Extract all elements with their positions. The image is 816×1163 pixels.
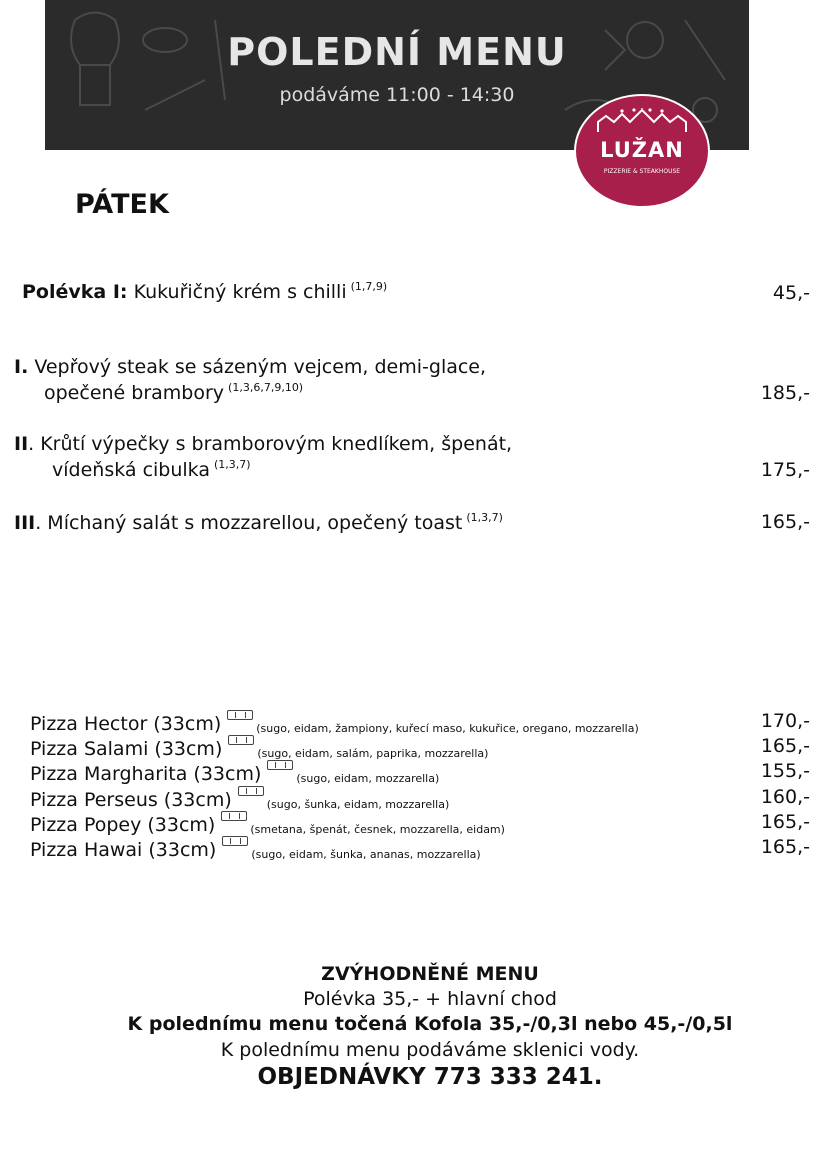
soup-price: 45,- <box>772 282 810 304</box>
soup-allergens: (1,7,9) <box>350 280 388 293</box>
water-note: K polednímu menu podáváme sklenici vody. <box>220 1039 640 1061</box>
serving-hours: podáváme 11:00 - 14:30 <box>279 84 515 106</box>
meal-1-allergens: (1,3,6,7,9,10) <box>228 381 304 394</box>
pizza-ingredients: (sugo, eidam, žampiony, kuřecí maso, kukuřice, oregano, mozzarella) <box>256 722 639 735</box>
meal-2-allergens: (1,3,7) <box>213 458 251 471</box>
logo-tagline: PIZZERIE & STEAKHOUSE <box>603 168 681 175</box>
pizza-name: Pizza Salami (33cm) <box>30 738 223 760</box>
pizza-row <box>30 710 639 735</box>
soup-label: Polévka I: <box>22 281 128 303</box>
castle-roof-icon <box>594 108 690 136</box>
meal-1-price: 185,- <box>760 382 810 404</box>
pizza-row <box>30 836 481 861</box>
meal-2-number: II <box>14 433 29 455</box>
pizza-price: 165,- <box>760 811 810 833</box>
allergen-box-icon <box>238 786 264 796</box>
meal-3-number: III <box>14 512 36 534</box>
pizza-price: 155,- <box>760 760 810 782</box>
special-menu-offer: Polévka 35,- + hlavní chod <box>303 988 557 1010</box>
pizza-price: 165,- <box>760 836 810 858</box>
orders-phone: OBJEDNÁVKY 773 333 241. <box>257 1064 603 1090</box>
allergen-box-icon <box>227 710 253 720</box>
pizza-ingredients: (smetana, špenát, česnek, mozzarella, eidam) <box>250 823 505 836</box>
restaurant-logo <box>576 96 708 206</box>
meal-1-line2 <box>44 381 303 404</box>
pizza-ingredients: (sugo, eidam, salám, paprika, mozzarella) <box>257 747 489 760</box>
meal-3-allergens: (1,3,7) <box>466 511 503 524</box>
pizza-row <box>30 786 449 811</box>
kofola-offer: K polednímu menu točená Kofola 35,-/0,3l nebo 45,-/0,5l <box>127 1013 733 1035</box>
soup-name: Kukuřičný krém s chilli <box>133 281 347 303</box>
meal-3-text: . Míchaný salát s mozzarellou, opečený toast <box>35 512 463 534</box>
pizza-row <box>30 811 505 836</box>
day-heading: PÁTEK <box>75 189 169 220</box>
pizza-price: 160,- <box>760 786 810 808</box>
menu-title: POLEDNÍ MENU <box>227 30 567 74</box>
allergen-box-icon <box>221 811 247 821</box>
meal-1-number: I. <box>14 356 29 378</box>
pizza-price: 170,- <box>760 710 810 732</box>
allergen-box-icon <box>228 735 254 745</box>
pizza-price: 165,- <box>760 735 810 757</box>
soup-row <box>22 280 387 303</box>
meal-2-price: 175,- <box>760 459 810 481</box>
meal-3-price: 165,- <box>760 511 810 533</box>
meal-2-line2 <box>52 458 251 481</box>
meal-2-text2: vídeňská cibulka <box>52 459 210 481</box>
pizza-name: Pizza Perseus (33cm) <box>30 789 232 811</box>
pizza-ingredients: (sugo, šunka, eidam, mozzarella) <box>266 798 450 811</box>
pizza-row <box>30 735 488 760</box>
pizza-ingredients: (sugo, eidam, mozzarella) <box>296 772 440 785</box>
meal-3-line1 <box>14 511 503 534</box>
pizza-name: Pizza Hector (33cm) <box>30 713 222 735</box>
meal-2-line1 <box>14 433 512 455</box>
pizza-name: Pizza Popey (33cm) <box>30 814 216 836</box>
meal-1-text: Vepřový steak se sázeným vejcem, demi-glace, <box>34 356 487 378</box>
allergen-box-icon <box>222 836 248 846</box>
meal-1-line1 <box>14 356 486 378</box>
pizza-name: Pizza Margharita (33cm) <box>30 763 262 785</box>
meal-2-text: . Krůtí výpečky s bramborovým knedlíkem, špenát, <box>28 433 513 455</box>
allergen-box-icon <box>267 760 293 770</box>
meal-1-text2: opečené brambory <box>44 382 225 404</box>
logo-name: LUŽAN <box>600 138 684 162</box>
pizza-row <box>30 760 439 785</box>
pizza-name: Pizza Hawai (33cm) <box>30 839 217 861</box>
pizza-ingredients: (sugo, eidam, šunka, ananas, mozzarella) <box>251 848 481 861</box>
special-menu-heading: ZVÝHODNĚNÉ MENU <box>321 963 539 985</box>
